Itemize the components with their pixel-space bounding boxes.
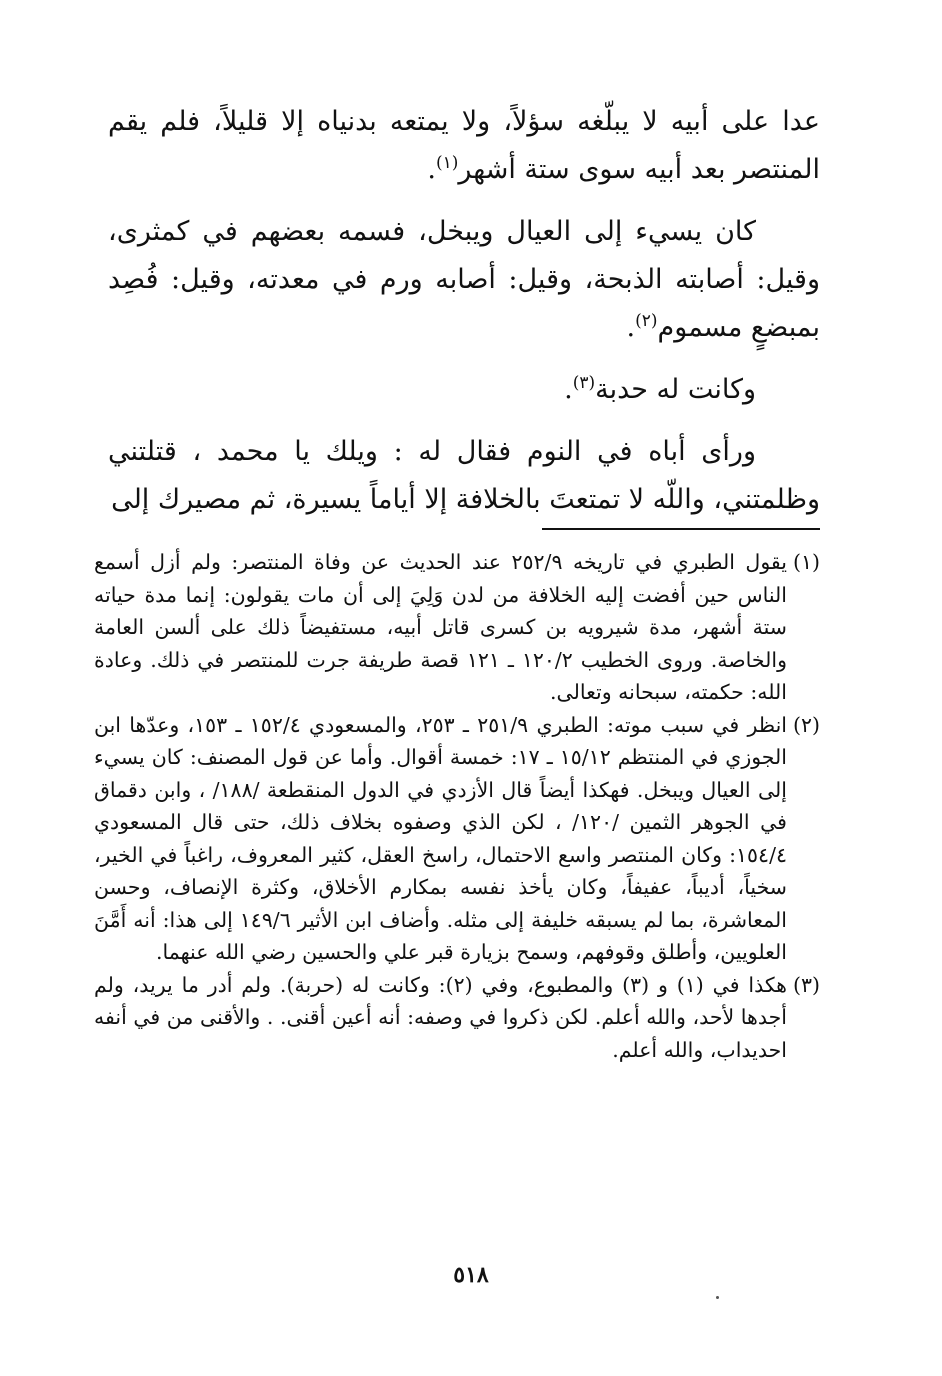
paragraph-4: ورأى أباه في النوم فقال له : ويلك يا محمد ، قتلتني وظلمتني، واللّه لا تمتعتَ بالخلافة إلا أياماً يسيرة، ثم مصيرك إلى bbox=[108, 436, 820, 515]
main-text bbox=[108, 98, 820, 538]
scan-speck bbox=[716, 1296, 719, 1299]
footnote-ref-1: (١) bbox=[435, 153, 459, 173]
footnote-ref-3: (٣) bbox=[572, 373, 596, 393]
footnote-text: يقول الطبري في تاريخه ٢٥٢/٩ عند الحديث عن وفاة المنتصر: ولم أزل أسمع الناس حين أفضت إليه الخلافة من لدن وَلِيَ إلى أن مات يقولون: إنما مدة حياته ستة أشهر، مدة شيرويه بن كسرى قاتل أبيه، مستفيضاً ذلك على ألسن العامة والخاصة. وروى الخطيب ١٢٠/٢ ـ ١٢١ قصة طريفة جرت للمنتصر في ذلك. وعادة الله: حكمته، سبحانه وتعالى. bbox=[94, 550, 787, 704]
paragraph-2: كان يسيء إلى العيال ويبخل، فسمه بعضهم في كمثرى، وقيل: أصابته الذبحة، وقيل: أصابه ورم في معدته، وقيل: فُصِد بمبضعٍ مسموم$^{(٢)}$. bbox=[108, 216, 820, 343]
footnotes bbox=[94, 546, 820, 1066]
footnote-text: هكذا في (١) و (٣) والمطبوع، وفي (٢): وكانت له (حربة). ولم أدر ما يريد، ولم أجدها لأحد، والله أعلم. لكن ذكروا في وصفه: أنه أعين أقنى. . والأقنى من في أنفه احديداب، والله أعلم. bbox=[94, 972, 787, 1062]
page-number: ٥١٨ bbox=[453, 1262, 489, 1288]
footnote-ref-2: (٢) bbox=[635, 311, 658, 331]
footnote-1 bbox=[94, 546, 820, 709]
footnote-text: انظر في سبب موته: الطبري ٢٥١/٩ ـ ٢٥٣، والمسعودي ١٥٢/٤ ـ ١٥٣، وعدّها ابن الجوزي في المنتظم ١٥/١٢ ـ ١٧: خمسة أقوال. وأما عن قول المصنف: كان يسيء إلى العيال ويبخل. فهكذا أيضاً قال الأزدي في الدول المنقطعة /١٨٨/ ، وابن دقماق في الجوهر الثمين /١٢٠/ ، لكن الذي وصفوه بخلاف ذلك، حتى قال المسعودي ١٥٤/٤: وكان المنتصر واسع الاحتمال، راسخ العقل، كثير المعروف، راغباً في الخير، سخياً، أديباً، عفيفاً، وكان يأخذ نفسه بمكارم الأخلاق، وكثرة الإنصاف، وحسن المعاشرة، بما لم يسبقه خليفة إلى مثله. وأضاف ابن الأثير ١٤٩/٦ إلى هذا: أنه أَمَّنَ العلويين، وأطلق وقوفهم، وسمح بزيارة قبر علي والحسين رضي الله عنهما. bbox=[94, 712, 787, 964]
paragraph-1: عدا على أبيه لا يبلّغه سؤلاً، ولا يمتعه بدنياه إلا قليلاً، فلم يقم المنتصر بعد أبيه سوى ستة أشهر$^{(١)}$. bbox=[108, 106, 820, 185]
footnote-3 bbox=[94, 969, 820, 1067]
footnote-number: (١) bbox=[792, 550, 820, 574]
footnote-number: (٢) bbox=[792, 712, 820, 737]
paragraph-3: وكانت له حدبة$^{(٣)}$. bbox=[564, 373, 756, 405]
footnote-2 bbox=[94, 709, 820, 969]
footnote-number: (٣) bbox=[792, 972, 820, 997]
footnote-separator bbox=[542, 528, 820, 530]
